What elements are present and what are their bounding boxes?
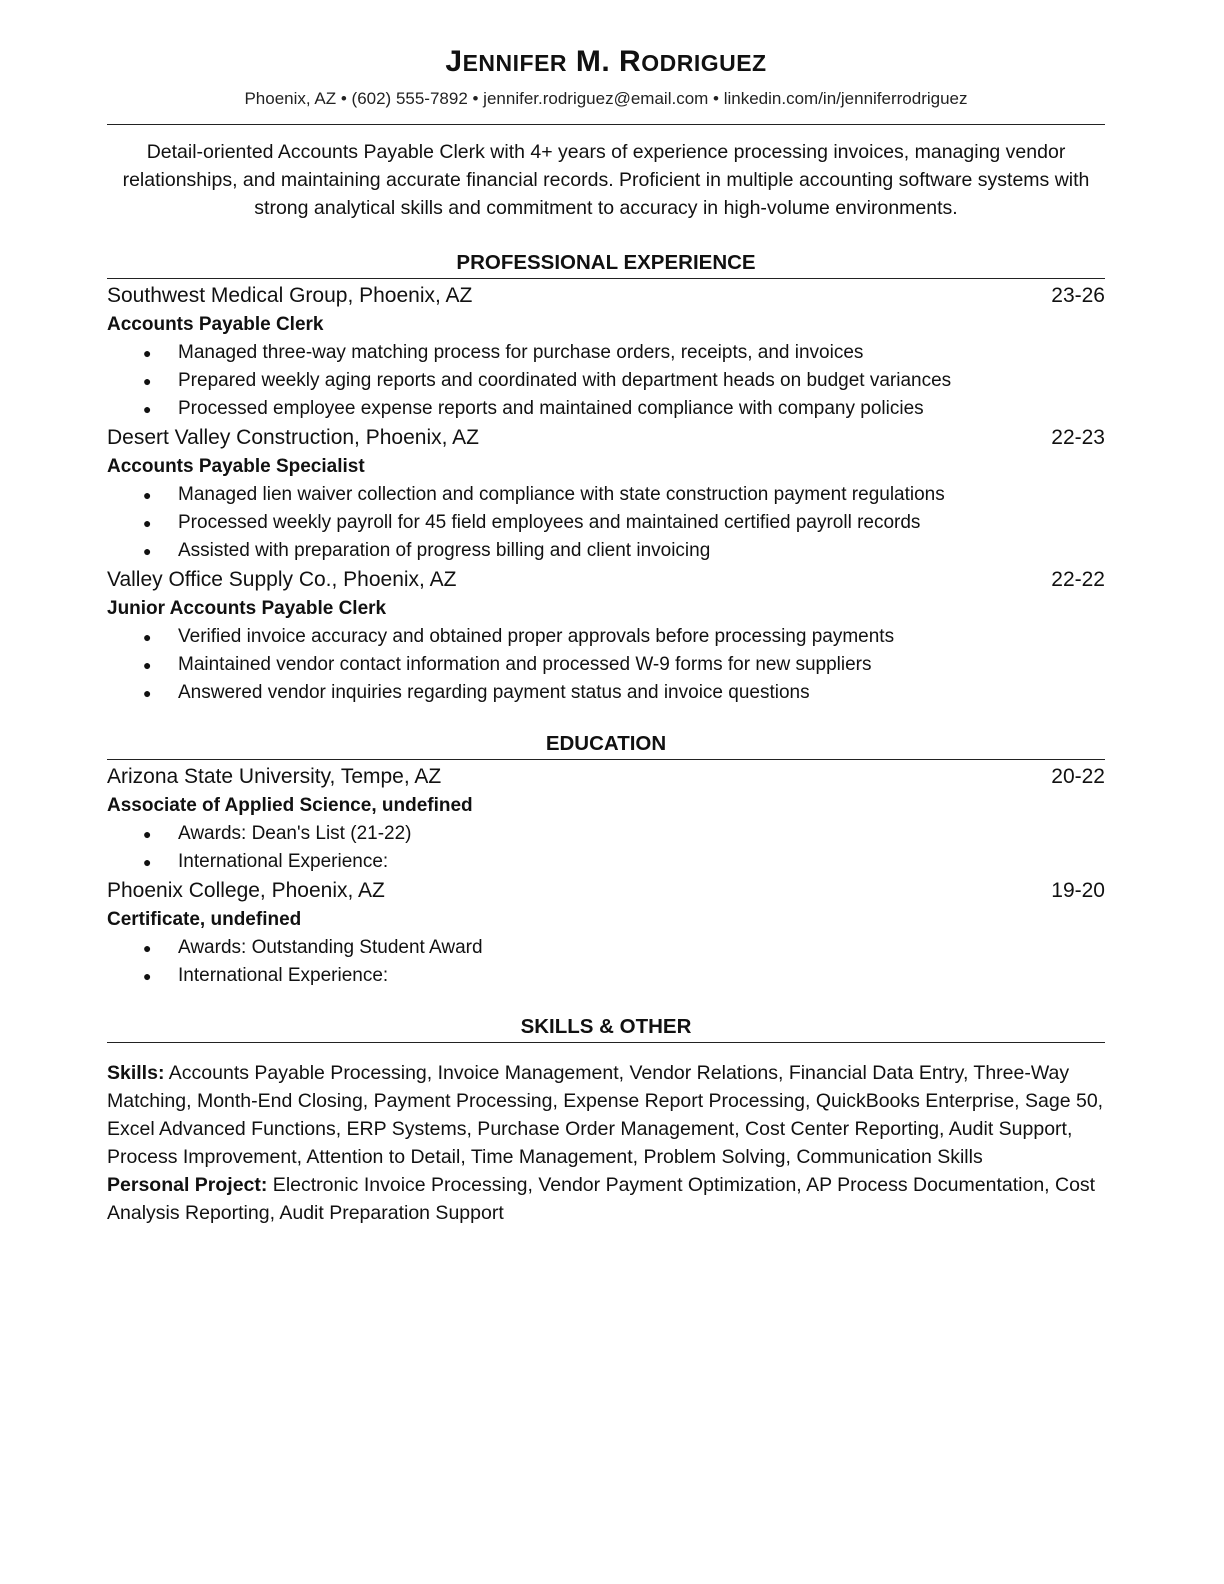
bullet-icon: ● <box>143 940 152 956</box>
entry-dates: 22-23 <box>1051 426 1105 449</box>
contact-line: Phoenix, AZ • (602) 555-7892 • jennifer.rodriguez@email.com • linkedin.com/in/jenniferrodriguez <box>244 89 968 108</box>
education-entry <box>107 762 1105 876</box>
bullet-icon: ● <box>143 629 152 645</box>
list-item: ● Managed three-way matching process for purchase orders, receipts, and invoices <box>107 339 1105 367</box>
list-item: ● Verified invoice accuracy and obtained proper approvals before processing payments <box>107 623 1105 651</box>
entry-role: Junior Accounts Payable Clerk <box>107 598 387 619</box>
resume-page <box>107 40 1105 1227</box>
bullet-icon: ● <box>143 373 152 389</box>
entry-dates: 22-22 <box>1051 568 1105 591</box>
skills-paragraph <box>107 1059 1105 1171</box>
education-title: EDUCATION <box>545 732 667 755</box>
entry-dates: 23-26 <box>1051 284 1105 307</box>
entry-dates: 19-20 <box>1051 879 1105 902</box>
list-item: ● Processed employee expense reports and maintained compliance with company policies <box>107 395 1105 423</box>
list-item: ● Awards: Dean's List (21-22) <box>107 820 1105 848</box>
experience-entry <box>107 565 1105 707</box>
education-divider <box>107 759 1105 760</box>
bullet-icon: ● <box>143 401 152 417</box>
list-item: ● Processed weekly payroll for 45 field employees and maintained certified payroll records <box>107 509 1105 537</box>
name-first: JENNIFER <box>445 45 568 78</box>
candidate-name <box>107 40 1105 85</box>
experience-section <box>107 249 1105 707</box>
bullet-icon: ● <box>143 685 152 701</box>
list-item: ● Assisted with preparation of progress billing and client invoicing <box>107 537 1105 565</box>
education-entry <box>107 876 1105 990</box>
project-paragraph <box>107 1171 1105 1227</box>
experience-title: PROFESSIONAL EXPERIENCE <box>456 251 756 274</box>
entry-org: Valley Office Supply Co., Phoenix, AZ <box>107 568 457 591</box>
entry-bullets <box>107 820 1105 876</box>
entry-org: Arizona State University, Tempe, AZ <box>107 765 442 788</box>
bullet-icon: ● <box>143 826 152 842</box>
entry-org: Phoenix College, Phoenix, AZ <box>107 879 385 902</box>
entry-header <box>107 876 1105 906</box>
bullet-icon: ● <box>143 543 152 559</box>
bullet-icon: ● <box>143 487 152 503</box>
project-list: Electronic Invoice Processing, Vendor Payment Optimization, AP Process Documentation, Cost Analysis Reporting, Audit Preparation Support <box>107 1174 1096 1224</box>
entry-header <box>107 281 1105 311</box>
entry-degree: Associate of Applied Science, undefined <box>107 795 473 816</box>
skills-title: SKILLS & OTHER <box>520 1015 692 1038</box>
bullet-icon: ● <box>143 968 152 984</box>
experience-divider <box>107 278 1105 279</box>
name-last: RODRIGUEZ <box>619 45 767 78</box>
experience-entry <box>107 423 1105 565</box>
summary: Detail-oriented Accounts Payable Clerk with 4+ years of experience processing invoices, managing vendor relationships, and maintaining accurate financial records. Proficient in multiple accounting software systems with strong analytical skills and commitment to accuracy in high-volume environments. <box>122 141 1090 219</box>
list-item: ● International Experience: <box>107 962 1105 990</box>
entry-header <box>107 565 1105 595</box>
skills-divider <box>107 1042 1105 1043</box>
entry-role: Accounts Payable Specialist <box>107 456 365 477</box>
list-item: ● Prepared weekly aging reports and coordinated with department heads on budget variances <box>107 367 1105 395</box>
bullet-icon: ● <box>143 515 152 531</box>
list-item: ● Managed lien waiver collection and compliance with state construction payment regulations <box>107 481 1105 509</box>
skills-label: Skills: <box>107 1062 165 1084</box>
list-item: ● Maintained vendor contact information and processed W-9 forms for new suppliers <box>107 651 1105 679</box>
education-section <box>107 730 1105 990</box>
entry-bullets <box>107 934 1105 990</box>
bullet-icon: ● <box>143 345 152 361</box>
entry-bullets <box>107 339 1105 423</box>
bullet-icon: ● <box>143 854 152 870</box>
entry-degree: Certificate, undefined <box>107 909 302 930</box>
entry-header <box>107 762 1105 792</box>
name-middle: M. <box>575 45 611 78</box>
entry-bullets <box>107 623 1105 707</box>
list-item: ● Awards: Outstanding Student Award <box>107 934 1105 962</box>
entry-org: Southwest Medical Group, Phoenix, AZ <box>107 284 473 307</box>
list-item: ● International Experience: <box>107 848 1105 876</box>
project-label: Personal Project: <box>107 1174 268 1196</box>
entry-org: Desert Valley Construction, Phoenix, AZ <box>107 426 479 449</box>
skills-section <box>107 1013 1105 1227</box>
list-item: ● Answered vendor inquiries regarding payment status and invoice questions <box>107 679 1105 707</box>
entry-role: Accounts Payable Clerk <box>107 314 324 335</box>
header-divider <box>107 124 1105 125</box>
skills-list: Accounts Payable Processing, Invoice Management, Vendor Relations, Financial Data Entry, Three-Way Matching, Month-End Closing, Payment Processing, Expense Report Processing, QuickBooks Enterprise, Sage 50, Excel Advanced Functions, ERP Systems, Purchase Order Management, Cost Center Reporting, Audit Support, Process Improvement, Attention to Detail, Time Management, Problem Solving, Communication Skills <box>107 1062 1104 1168</box>
entry-bullets <box>107 481 1105 565</box>
entry-dates: 20-22 <box>1051 765 1105 788</box>
experience-entry <box>107 281 1105 423</box>
entry-header <box>107 423 1105 453</box>
bullet-icon: ● <box>143 657 152 673</box>
